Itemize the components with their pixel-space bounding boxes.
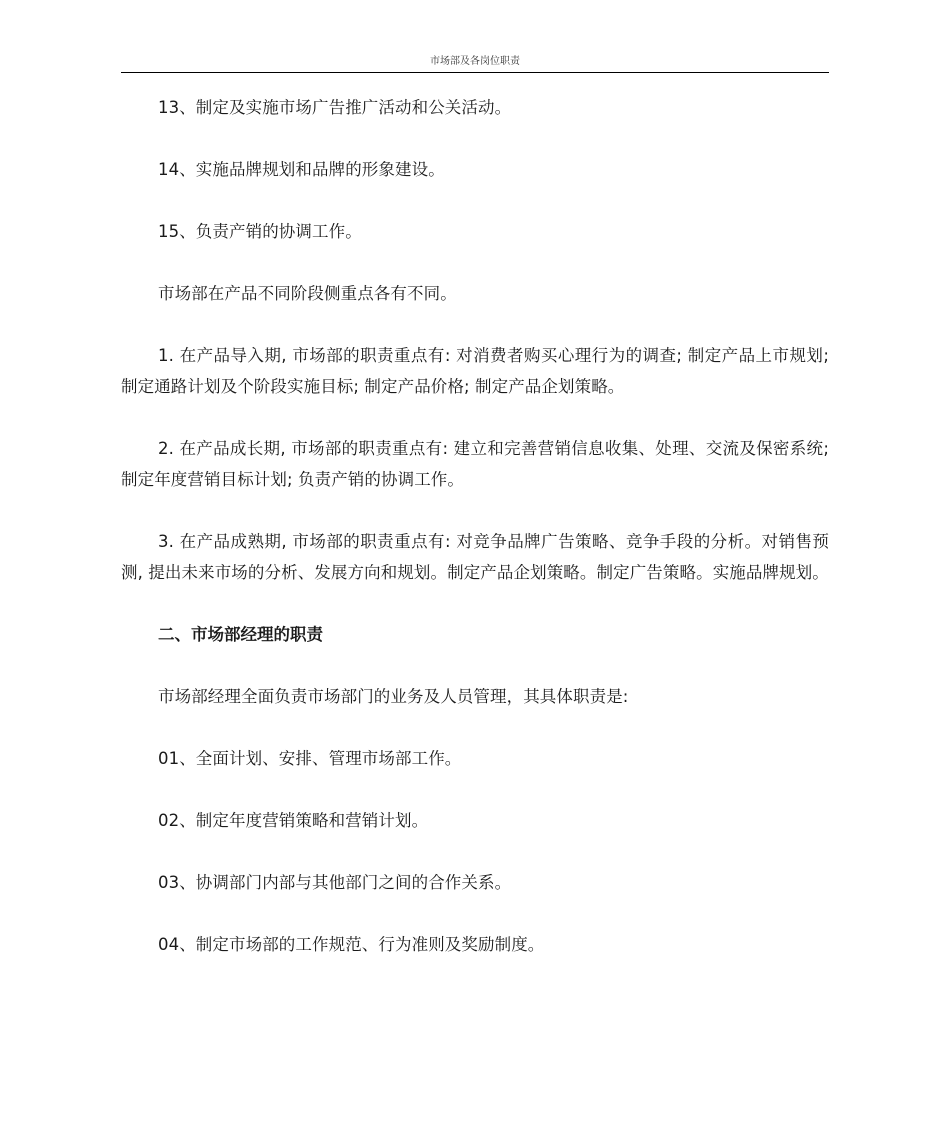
- document-body: [121, 92, 829, 960]
- page-header: 市场部及各岗位职责: [121, 55, 829, 73]
- manager-duty-02: 02、制定年度营销策略和营销计划。: [158, 811, 429, 830]
- manager-duty-03: 03、协调部门内部与其他部门之间的合作关系。: [158, 873, 512, 892]
- stage-2-paragraph: 2. 在产品成长期, 市场部的职责重点有: 建立和完善营销信息收集、处理、交流及保密系统; 制定年度营销目标计划; 负责产销的协调工作。: [121, 439, 829, 489]
- stage-3-paragraph: 3. 在产品成熟期, 市场部的职责重点有: 对竞争品牌广告策略、竞争手段的分析。对销售预测, 提出未来市场的分析、发展方向和规划。制定产品企划策略。制定广告策略。实施品牌规划。: [121, 532, 829, 582]
- duty-item-13: 13、制定及实施市场广告推广活动和公关活动。: [158, 98, 512, 117]
- duty-item-15: 15、负责产销的协调工作。: [158, 222, 362, 241]
- stage-1-paragraph: 1. 在产品导入期, 市场部的职责重点有: 对消费者购买心理行为的调查; 制定产品上市规划; 制定通路计划及个阶段实施目标; 制定产品价格; 制定产品企划策略。: [121, 346, 829, 396]
- section-heading: 二、市场部经理的职责: [158, 625, 323, 644]
- manager-intro: 市场部经理全面负责市场部门的业务及人员管理，其具体职责是:: [158, 687, 629, 706]
- manager-duty-01: 01、全面计划、安排、管理市场部工作。: [158, 749, 462, 768]
- stages-intro: 市场部在产品不同阶段侧重点各有不同。: [158, 284, 457, 303]
- manager-duty-04: 04、制定市场部的工作规范、行为准则及奖励制度。: [158, 935, 545, 954]
- duty-item-14: 14、实施品牌规划和品牌的形象建设。: [158, 160, 445, 179]
